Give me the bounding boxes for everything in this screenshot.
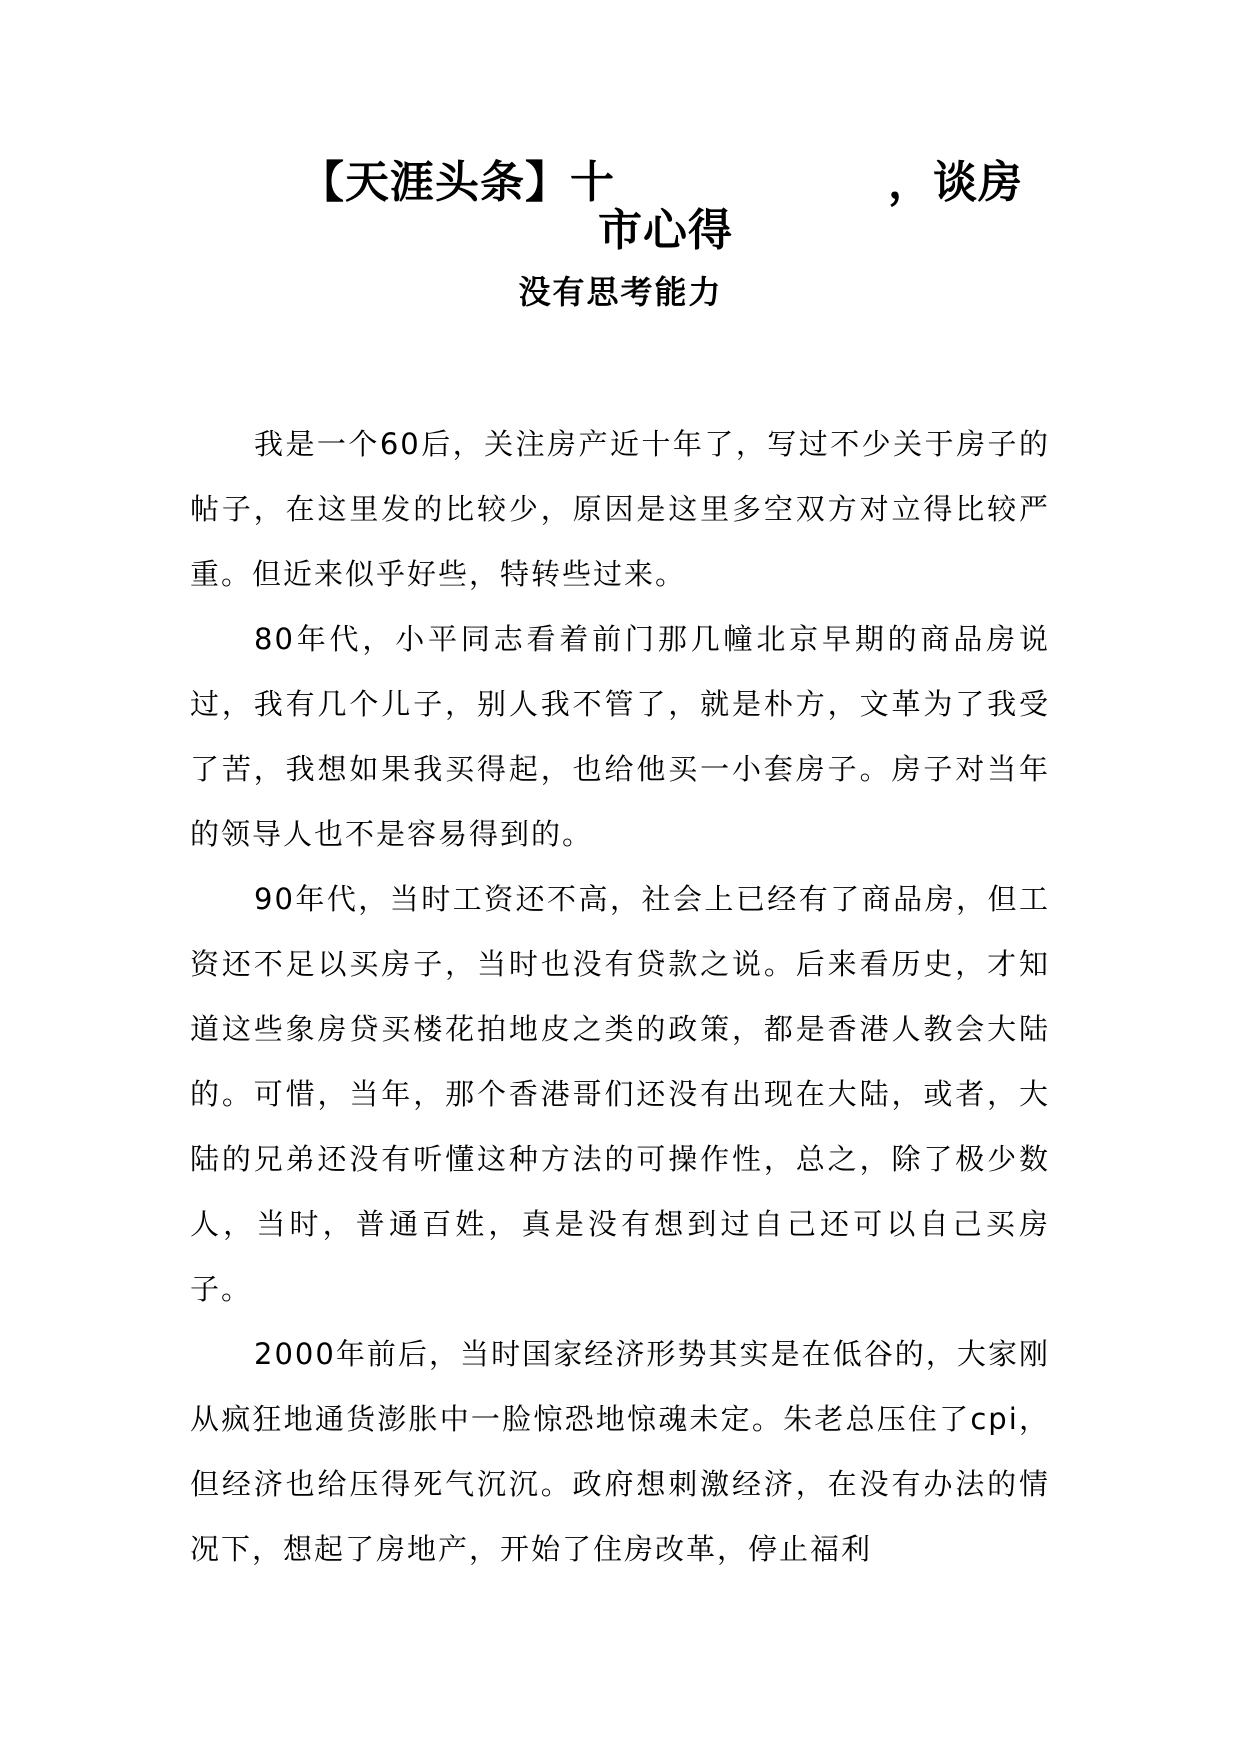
paragraph: 90年代，当时工资还不高，社会上已经有了商品房，但工资还不足以买房子，当时也没有贷款之说。后来看历史，才知道这些象房贷买楼花拍地皮之类的政策，都是香港人教会大陆的。可惜，当年，那个香港哥们还没有出现在大陆，或者，大陆的兄弟还没有听懂这种方法的可操作性，总之，除了极少数人，当时，普通百姓，真是没有想到过自己还可以自己买房子。	[190, 882, 1050, 1306]
paragraph: 80年代，小平同志看着前门那几幢北京早期的商品房说过，我有几个儿子，别人我不管了，就是朴方，文革为了我受了苦，我想如果我买得起，也给他买一小套房子。房子对当年的领导人也不是容易得到的。	[190, 622, 1050, 851]
document-title-line2: 市心得	[598, 205, 733, 256]
document-title-line1-right: ，谈房	[888, 157, 1023, 208]
paragraph: 2000年前后，当时国家经济形势其实是在低谷的，大家刚从疯狂地通货澎胀中一脸惊恐地惊魂未定。朱老总压住了cpi，但经济也给压得死气沉沉。政府想刺激经济，在没有办法的情况下，想起了房地产，开始了住房改革，停止福利	[190, 1337, 1050, 1566]
paragraph: 我是一个60后，关注房产近十年了，写过不少关于房子的帖子，在这里发的比较少，原因是这里多空双方对立得比较严重。但近来似乎好些，特转些过来。	[190, 427, 1050, 591]
author-name: 没有思考能力	[518, 273, 723, 311]
document-body	[190, 412, 1050, 1582]
document-title-line1-left: 【天涯头条】十	[300, 157, 615, 208]
